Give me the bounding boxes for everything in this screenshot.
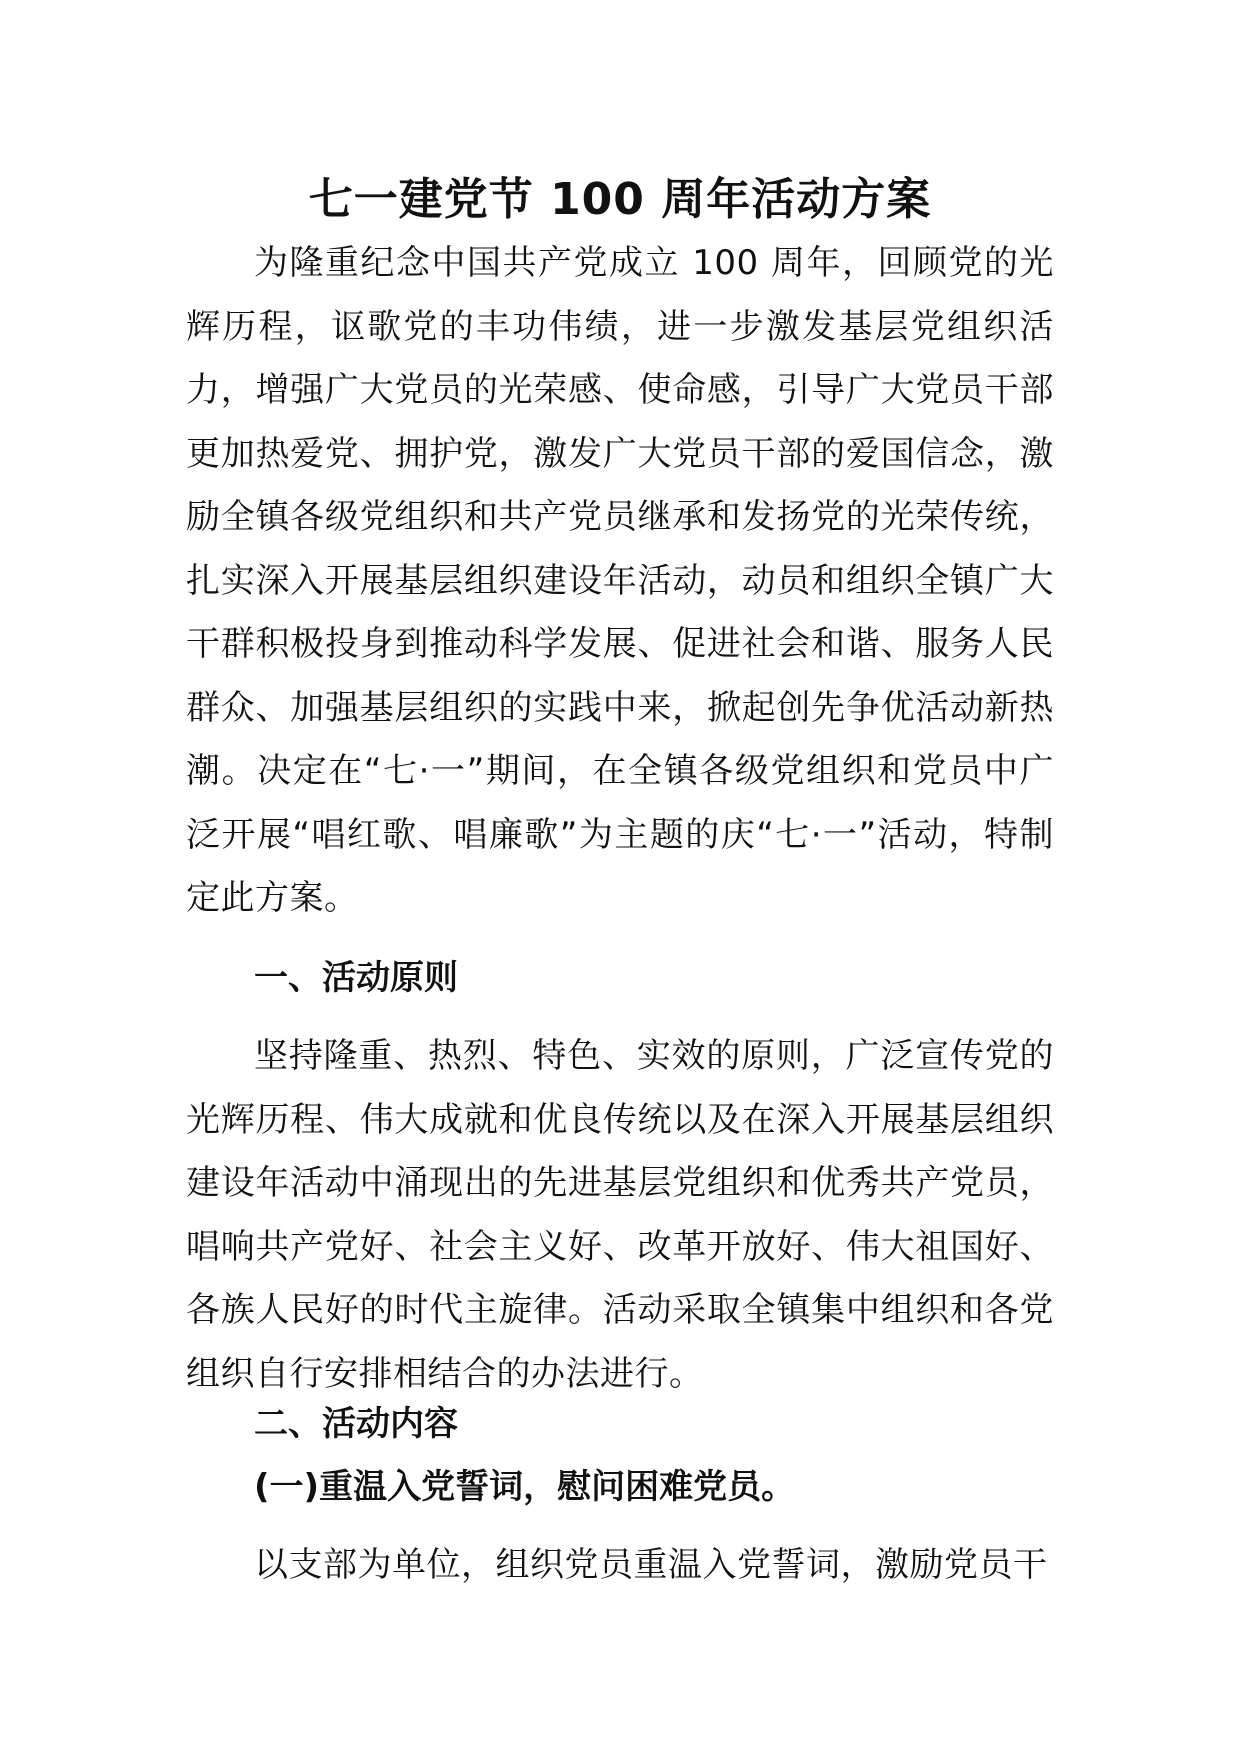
section-heading-principles: 一、活动原则 <box>254 958 458 998</box>
intro-paragraph: 为隆重纪念中国共产党成立 100 周年，回顾党的光辉历程，讴歌党的丰功伟绩，进一步激发基层党组织活力，增强广大党员的光荣感、使命感，引导广大党员干部更加热爱党、拥护党，激发广大党员干部的爱国信念，激励全镇各级党组织和共产党员继承和发扬党的光荣传统，扎实深入开展基层组织建设年活动，动员和组织全镇广大干群积极投身到推动科学发展、促进社会和谐、服务人民群众、加强基层组织的实践中来，掀起创先争优活动新热潮。决定在“七·一”期间，在全镇各级党组织和党员中广泛开展“唱红歌、唱廉歌”为主题的庆“七·一”活动，特制定此方案。 <box>186 243 1054 918</box>
principles-paragraph: 坚持隆重、热烈、特色、实效的原则，广泛宣传党的光辉历程、伟大成就和优良传统以及在深入开展基层组织建设年活动中涌现出的先进基层党组织和优秀共产党员，唱响共产党好、社会主义好、改革开放好、伟大祖国好、各族人民好的时代主旋律。活动采取全镇集中组织和各党组织自行安排相结合的办法进行。 <box>186 1036 1054 1394</box>
content-paragraph: 以支部为单位，组织党员重温入党誓词，激励党员干 <box>254 1545 1048 1585</box>
subsection-heading-oath: (一)重温入党誓词，慰问困难党员。 <box>254 1467 796 1507</box>
document-title: 七一建党节 100 周年活动方案 <box>308 174 932 225</box>
section-heading-content: 二、活动内容 <box>254 1404 458 1444</box>
